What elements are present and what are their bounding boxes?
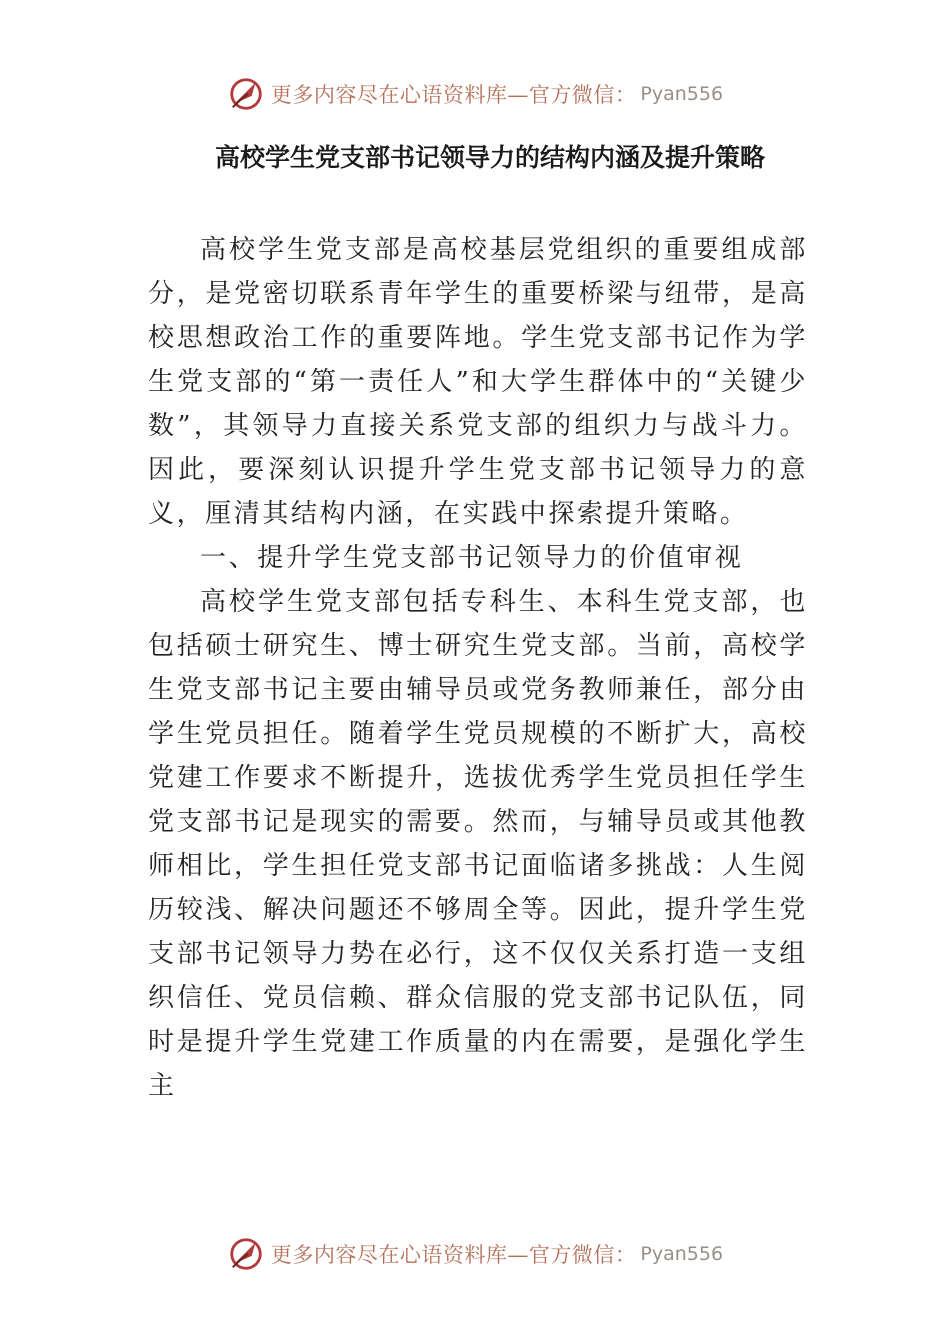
paragraph-section-1: 高校学生党支部包括专科生、本科生党支部，也包括硕士研究生、博士研究生党支部。当前，高校学生党支部书记主要由辅导员或党务教师兼任，部分由学生党员担任。随着学生党员规模的不断扩大，高校党建工作要求不断提升，选拔优秀学生党员担任学生党支部书记是现实的需要。然而，与辅导员或其他教师相比，学生担任党支部书记面临诸多挑战：人生阅历较浅、解决问题还不够周全等。因此，提升学生党支部书记领导力势在必行，这不仅仅关系打造一支组织信任、党员信赖、群众信服的党支部书记队伍，同时是提升学生党建工作质量的内在需要，是强化学生主	[148, 587, 808, 1101]
banner-text: 更多内容尽在心语资料库—官方微信：	[270, 83, 637, 107]
quill-seal-icon	[227, 1235, 265, 1273]
section-heading: 一、提升学生党支部书记领导力的价值审视	[200, 543, 744, 573]
footer-banner-text: 更多内容尽在心语资料库—官方微信：	[270, 1243, 637, 1267]
quill-seal-icon	[227, 75, 265, 113]
document-title: 高校学生党支部书记领导力的结构内涵及提升策略	[214, 143, 765, 172]
paragraph-intro: 高校学生党支部是高校基层党组织的重要组成部分，是党密切联系青年学生的重要桥梁与纽带，是高校思想政治工作的重要阵地。学生党支部书记作为学生党支部的“第一责任人”和大学生群体中的“关键少数”，其领导力直接关系党支部的组织力与战斗力。因此，要深刻认识提升学生党支部书记领导力的意义，厘清其结构内涵，在实践中探索提升策略。	[148, 235, 808, 529]
header-banner	[0, 72, 950, 116]
banner-wechat-id: Pyan556	[640, 83, 724, 105]
document-body	[148, 228, 808, 1108]
footer-banner	[0, 1232, 950, 1276]
footer-banner-wechat-id: Pyan556	[640, 1243, 724, 1265]
